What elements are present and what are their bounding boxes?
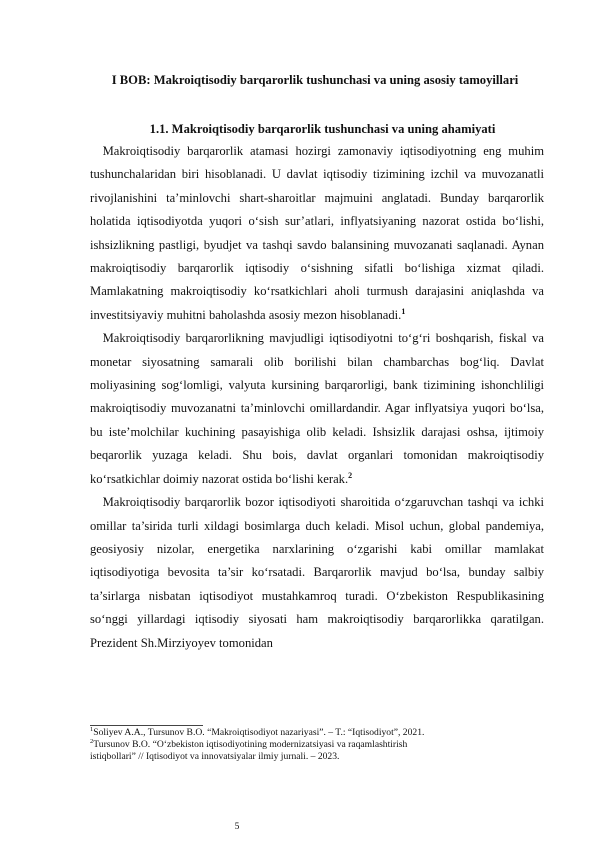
paragraph-1: Makroiqtisodiy barqarorlik atamasi hozirgi zamonaviy iqtisodiyotning eng muhim tushunchalaridan biri hisoblanadi. U davlat iqtisodiy tizimining izchil va muvozanatli rivojlanishini ta’minlovchi shart-sharoitlar majmuini anglatadi. Bunday barqarorlik holatida iqtisodiyotda yuqori o‘sish sur’atlari, inflyatsiyaning nazorat ostida bo‘lishi, ishsizlikning pastligi, byudjet va tashqi savdo balansining muvozanati saqlanadi. Aynan makroiqtisodiy barqarorlik iqtisodiy o‘sishning sifatli bo‘lishiga xizmat qiladi. Mamlakatning makroiqtisodiy ko‘rsatkichlari aholi turmush darajasini aniqlashda va investitsiyaviy muhitni baholashda asosiy mezon hisoblanadi.$^1$ — [90, 144, 544, 322]
footnote-1: $^1$Soliyev A.A., Tursunov B.O. “Makroiqtisodiyot nazariyasi”. – T.: “Iqtisodiyot”, 2021. — [90, 725, 425, 738]
footnote-separator — [90, 725, 203, 726]
section-title: 1.1. Makroiqtisodiy barqarorlik tushunchasi va uning ahamiyati — [149, 122, 496, 136]
footnote-ref-1[interactable]: 1 — [401, 306, 406, 316]
footnote-2-continued: istiqbollari” // Iqtisodiyot va innovatsiyalar ilmiy jurnali. – 2023. — [90, 751, 340, 763]
footnote-ref-2[interactable]: 2 — [348, 470, 353, 480]
body-text — [90, 140, 544, 655]
page-number: 5 — [234, 822, 240, 832]
footnotes — [90, 727, 544, 764]
paragraph-3: Makroiqtisodiy barqarorlik bozor iqtisodiyoti sharoitida o‘zgaruvchan tashqi va ichki omillar ta’sirida turli xildagi bosimlarga duch keladi. Misol uchun, global pandemiya, geosiyosiy nizolar, energetika narxlarining o‘zgarishi kabi omillar mamlakat iqtisodiyotiga bevosita ta’sir ko‘rsatadi. Barqarorlik mavjud bo‘lsa, bunday salbiy ta’sirlarga nisbatan iqtisodiyot mustahkamroq turadi. O‘zbekiston Respublikasining so‘nggi yillardagi iqtisodiy siyosati ham makroiqtisodiy barqarorlikka qaratilgan. Prezident Sh.Mirziyoyev tomonidan — [90, 495, 544, 650]
paragraph-2: Makroiqtisodiy barqarorlikning mavjudligi iqtisodiyotni to‘g‘ri boshqarish, fiskal va monetar siyosatning samarali olib borilishi bilan chambarchas bog‘liq. Davlat moliyasining sog‘lomligi, valyuta kursining barqarorligi, bank tizimining ishonchliligi makroiqtisodiy muvozanatni ta’minlovchi omillardandir. Agar inflyatsiya yuqori bo‘lsa, bu iste’molchilar kuchining pasayishiga olib keladi. Ishsizlik darajasi oshsa, ijtimoiy beqarorlik yuzaga keladi. Shu bois, davlat organlari tomonidan makroiqtisodiy ko‘rsatkichlar doimiy nazorat ostida bo‘lishi kerak.$^2$ — [90, 331, 544, 486]
chapter-title: I BOB: Makroiqtisodiy barqarorlik tushunchasi va uning asosiy tamoyillari — [111, 73, 519, 87]
footnote-2: $^2$Tursunov B.O. “O‘zbekiston iqtisodiyotining modernizatsiyasi va raqamlashtirish — [90, 738, 408, 751]
